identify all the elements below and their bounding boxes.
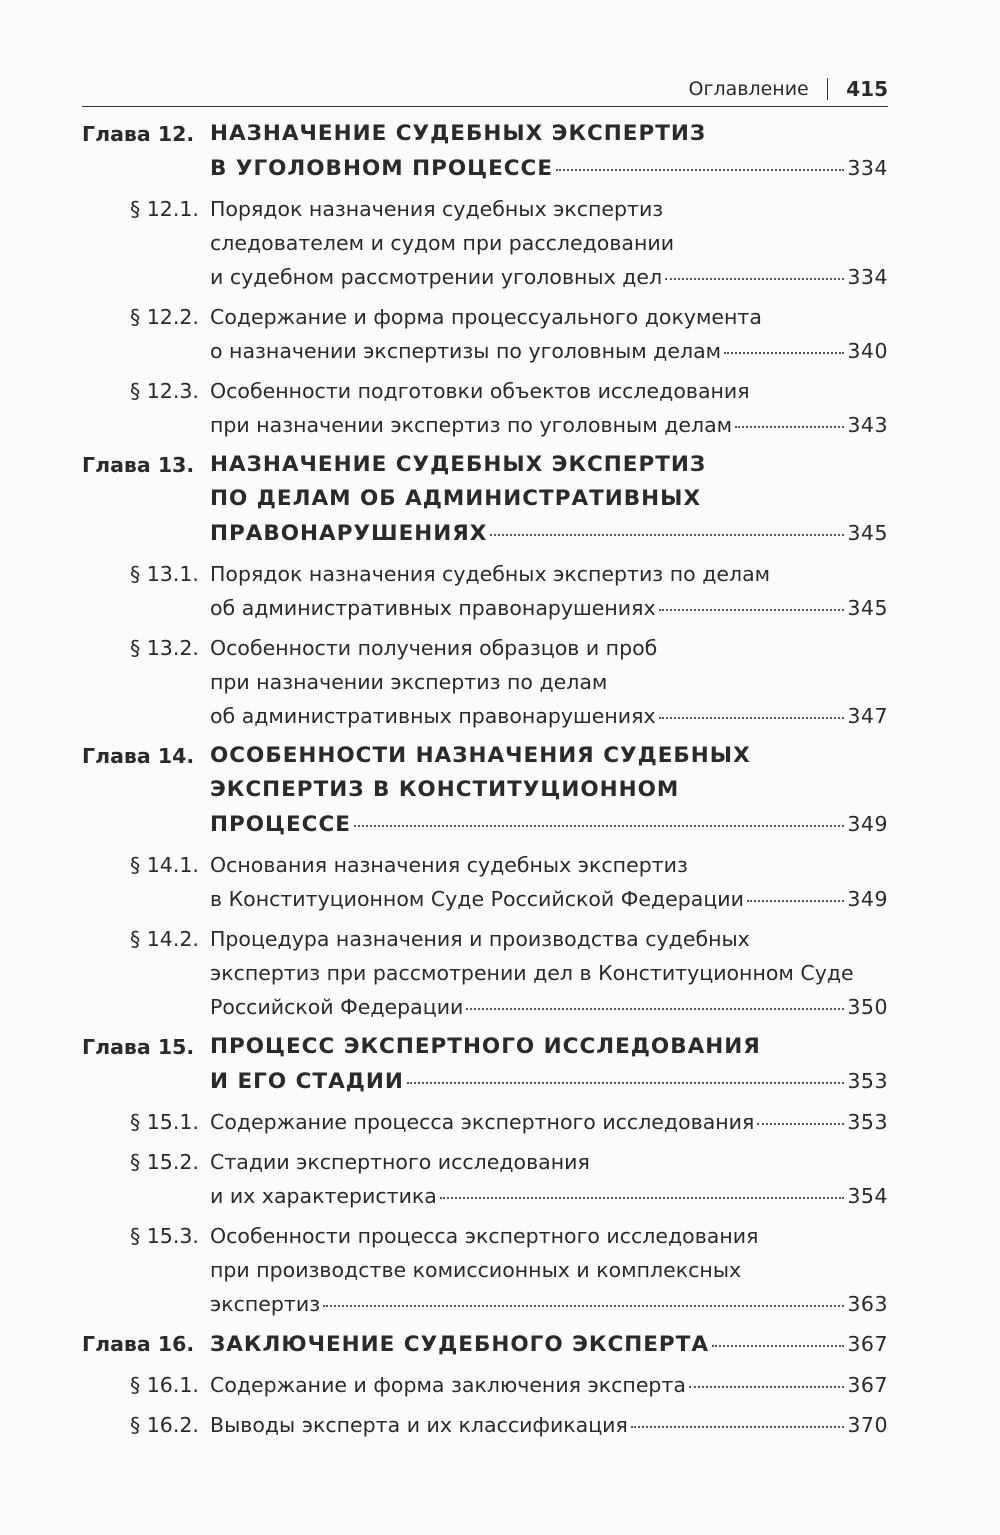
title-line: Содержание процесса экспертного исследования (210, 1110, 755, 1134)
chapter-label: Глава 12. (82, 122, 195, 146)
entry-title (210, 1030, 888, 1099)
running-header (82, 72, 888, 107)
toc-chapter-entry (82, 1030, 888, 1099)
title-last-line (210, 591, 888, 625)
title-last-line (210, 151, 888, 186)
title-last-line (210, 807, 888, 842)
page-number: 415 (846, 77, 888, 101)
title-line: в Конституционном Суде Российской Федерации (210, 887, 744, 911)
title-line: экспертиз при рассмотрении дел в Конституционном Суде (210, 961, 854, 985)
title-line: Основания назначения судебных экспертиз (210, 853, 688, 877)
title-last-line (210, 260, 888, 294)
dot-leader (354, 825, 844, 827)
entry-page-number: 345 (847, 521, 888, 545)
entry-page-number: 363 (847, 1292, 888, 1316)
title-last-line (210, 334, 888, 368)
title-line: Содержание и форма процессуального документа (210, 305, 762, 329)
title-line: В УГОЛОВНОМ ПРОЦЕССЕ (210, 156, 554, 181)
entry-page-number: 347 (847, 704, 888, 728)
toc-section-entry (130, 922, 888, 1024)
dot-leader (747, 900, 844, 902)
chapter-label: Глава 15. (82, 1035, 195, 1059)
section-label: § 16.1. (130, 1373, 199, 1397)
dot-leader (665, 278, 844, 280)
section-label: § 13.2. (130, 636, 199, 660)
title-line: ОСОБЕННОСТИ НАЗНАЧЕНИЯ СУДЕБНЫХ (210, 743, 751, 768)
entry-page-number: 370 (847, 1413, 888, 1437)
section-label: § 15.3. (130, 1224, 199, 1248)
entry-title (210, 448, 888, 551)
entry-page-number: 345 (847, 596, 888, 620)
toc-section-entry (130, 192, 888, 294)
entry-page-number: 340 (847, 339, 888, 363)
dot-leader (689, 1386, 844, 1388)
entry-page-number: 334 (847, 265, 888, 289)
entry-page-number: 353 (847, 1110, 888, 1134)
title-last-line (210, 516, 888, 551)
title-last-line (210, 1105, 888, 1139)
entry-page-number: 353 (847, 1069, 888, 1093)
title-line: Выводы эксперта и их классификация (210, 1413, 628, 1437)
entry-title (210, 557, 888, 625)
title-line: и их характеристика (210, 1184, 437, 1208)
toc-section-entry (130, 557, 888, 625)
title-line: Содержание и форма заключения эксперта (210, 1373, 686, 1397)
title-last-line (210, 990, 888, 1024)
dot-leader (659, 609, 845, 611)
toc-chapter-entry (82, 117, 888, 186)
dot-leader (712, 1345, 844, 1347)
section-label: § 12.2. (130, 305, 199, 329)
title-line: Стадии экспертного исследования (210, 1150, 590, 1174)
entry-title (210, 1368, 888, 1402)
title-line: ЗАКЛЮЧЕНИЕ СУДЕБНОГО ЭКСПЕРТА (210, 1332, 709, 1357)
entry-title (210, 117, 888, 186)
entry-title (210, 848, 888, 916)
chapter-label: Глава 16. (82, 1332, 195, 1356)
entry-page-number: 354 (847, 1184, 888, 1208)
section-label: § 16.2. (130, 1413, 199, 1437)
title-line: Особенности подготовки объектов исследования (210, 379, 750, 403)
title-line: экспертиз (210, 1292, 321, 1316)
section-label: § 12.1. (130, 197, 199, 221)
toc-section-entry (130, 1368, 888, 1402)
toc-section-entry (130, 1408, 888, 1442)
toc-section-entry (130, 300, 888, 368)
entry-title (210, 1105, 888, 1139)
title-line: Порядок назначения судебных экспертиз по делам (210, 562, 771, 586)
title-last-line (210, 699, 888, 733)
title-last-line (210, 1064, 888, 1099)
running-header-title: Оглавление (688, 78, 809, 100)
toc-section-entry (130, 848, 888, 916)
toc-section-entry (130, 1105, 888, 1139)
chapter-label: Глава 14. (82, 744, 195, 768)
toc-section-entry (130, 374, 888, 442)
title-line: об административных правонарушениях (210, 704, 656, 728)
entry-page-number: 334 (847, 156, 888, 180)
dot-leader (490, 534, 844, 536)
entry-title (210, 739, 888, 842)
title-line: ЭКСПЕРТИЗ В КОНСТИТУЦИОННОМ (210, 777, 680, 802)
dot-leader (556, 169, 844, 171)
section-label: § 13.1. (130, 562, 199, 586)
section-label: § 14.1. (130, 853, 199, 877)
entry-page-number: 367 (847, 1332, 888, 1356)
section-label: § 14.2. (130, 927, 199, 951)
entry-title (210, 631, 888, 733)
toc-chapter-entry (82, 448, 888, 551)
dot-leader (440, 1197, 845, 1199)
title-line: И ЕГО СТАДИИ (210, 1069, 404, 1094)
title-line: ПРОЦЕССЕ (210, 812, 351, 837)
title-last-line (210, 1408, 888, 1442)
title-line: Российской Федерации (210, 995, 464, 1019)
title-line: ПРОЦЕСС ЭКСПЕРТНОГО ИССЛЕДОВАНИЯ (210, 1034, 761, 1059)
chapter-label: Глава 13. (82, 453, 195, 477)
title-last-line (210, 1368, 888, 1402)
title-line: НАЗНАЧЕНИЕ СУДЕБНЫХ ЭКСПЕРТИЗ (210, 121, 707, 146)
table-of-contents (82, 117, 888, 1448)
dot-leader (407, 1082, 845, 1084)
entry-title (210, 1145, 888, 1213)
entry-title (210, 300, 888, 368)
toc-section-entry (130, 1145, 888, 1213)
title-line: Особенности процесса экспертного исследования (210, 1224, 759, 1248)
dot-leader (724, 352, 844, 354)
dot-leader (466, 1008, 844, 1010)
title-line: о назначении экспертизы по уголовным делам (210, 339, 722, 363)
entry-page-number: 343 (847, 413, 888, 437)
title-line: об административных правонарушениях (210, 596, 656, 620)
title-line: при производстве комиссионных и комплексных (210, 1258, 742, 1282)
dot-leader (757, 1123, 844, 1125)
dot-leader (659, 717, 845, 719)
entry-page-number: 349 (847, 812, 888, 836)
title-line: и судебном рассмотрении уголовных дел (210, 265, 663, 289)
title-last-line (210, 882, 888, 916)
title-line: НАЗНАЧЕНИЕ СУДЕБНЫХ ЭКСПЕРТИЗ (210, 452, 707, 477)
entry-title (210, 192, 888, 294)
section-label: § 12.3. (130, 379, 199, 403)
entry-title (210, 922, 888, 1024)
entry-page-number: 367 (847, 1373, 888, 1397)
entry-title (210, 1219, 888, 1321)
title-line: ПРАВОНАРУШЕНИЯХ (210, 521, 488, 546)
dot-leader (631, 1426, 845, 1428)
title-line: ПО ДЕЛАМ ОБ АДМИНИСТРАТИВНЫХ (210, 486, 702, 511)
title-last-line (210, 1179, 888, 1213)
entry-title (210, 374, 888, 442)
title-line: Порядок назначения судебных экспертиз (210, 197, 664, 221)
title-line: при назначении экспертиз по делам (210, 670, 608, 694)
title-line: Особенности получения образцов и проб (210, 636, 658, 660)
entry-page-number: 350 (847, 995, 888, 1019)
section-label: § 15.2. (130, 1150, 199, 1174)
section-label: § 15.1. (130, 1110, 199, 1134)
title-line: следователем и судом при расследовании (210, 231, 675, 255)
dot-leader (323, 1305, 844, 1307)
dot-leader (735, 426, 844, 428)
title-last-line (210, 1287, 888, 1321)
title-last-line (210, 1327, 888, 1362)
title-line: Процедура назначения и производства судебных (210, 927, 750, 951)
toc-section-entry (130, 1219, 888, 1321)
entry-title (210, 1327, 888, 1362)
title-line: при назначении экспертиз по уголовным делам (210, 413, 733, 437)
title-last-line (210, 408, 888, 442)
toc-chapter-entry (82, 1327, 888, 1362)
toc-section-entry (130, 631, 888, 733)
header-separator (827, 78, 829, 100)
entry-title (210, 1408, 888, 1442)
toc-chapter-entry (82, 739, 888, 842)
entry-page-number: 349 (847, 887, 888, 911)
